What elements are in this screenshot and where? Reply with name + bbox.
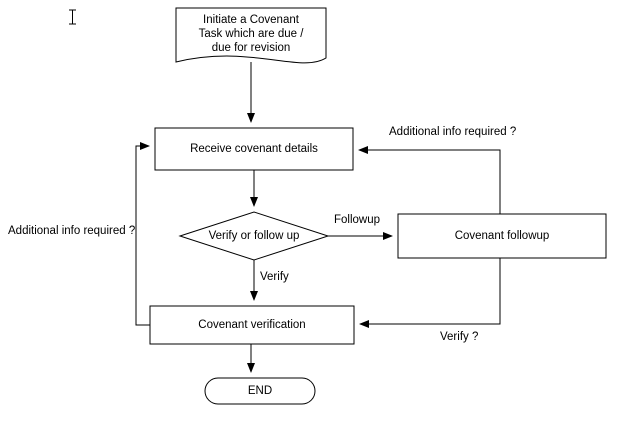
edge-label-verify-question: Verify ? (440, 331, 479, 343)
edge-followup-to-verification (360, 258, 500, 324)
node-label-start-document: Initiate a Covenant Task which are due / due for revision (198, 14, 304, 54)
node-label-end-terminator: END (247, 385, 273, 397)
edge-label-followup: Followup (334, 214, 381, 226)
node-verify-or-followup (180, 212, 328, 260)
edge-label-verify: Verify (260, 271, 289, 283)
node-receive-covenant-details (155, 128, 353, 170)
edge-label-additional-info-left: Additional info required ? (8, 225, 136, 237)
node-end-terminator (205, 378, 315, 404)
edge-label-additional-info-right: Additional info required ? (389, 126, 517, 138)
node-label-verify-or-followup: Verify or follow up (208, 230, 300, 242)
edge-verification-to-receive (136, 146, 150, 325)
node-covenant-followup (398, 214, 606, 258)
node-label-covenant-followup: Covenant followup (454, 230, 550, 242)
node-covenant-verification (150, 306, 354, 344)
node-start-document (176, 8, 326, 63)
edge-followup-to-receive (359, 150, 500, 214)
node-label-receive-covenant-details: Receive covenant details (190, 143, 318, 155)
node-label-covenant-verification: Covenant verification (198, 319, 306, 331)
